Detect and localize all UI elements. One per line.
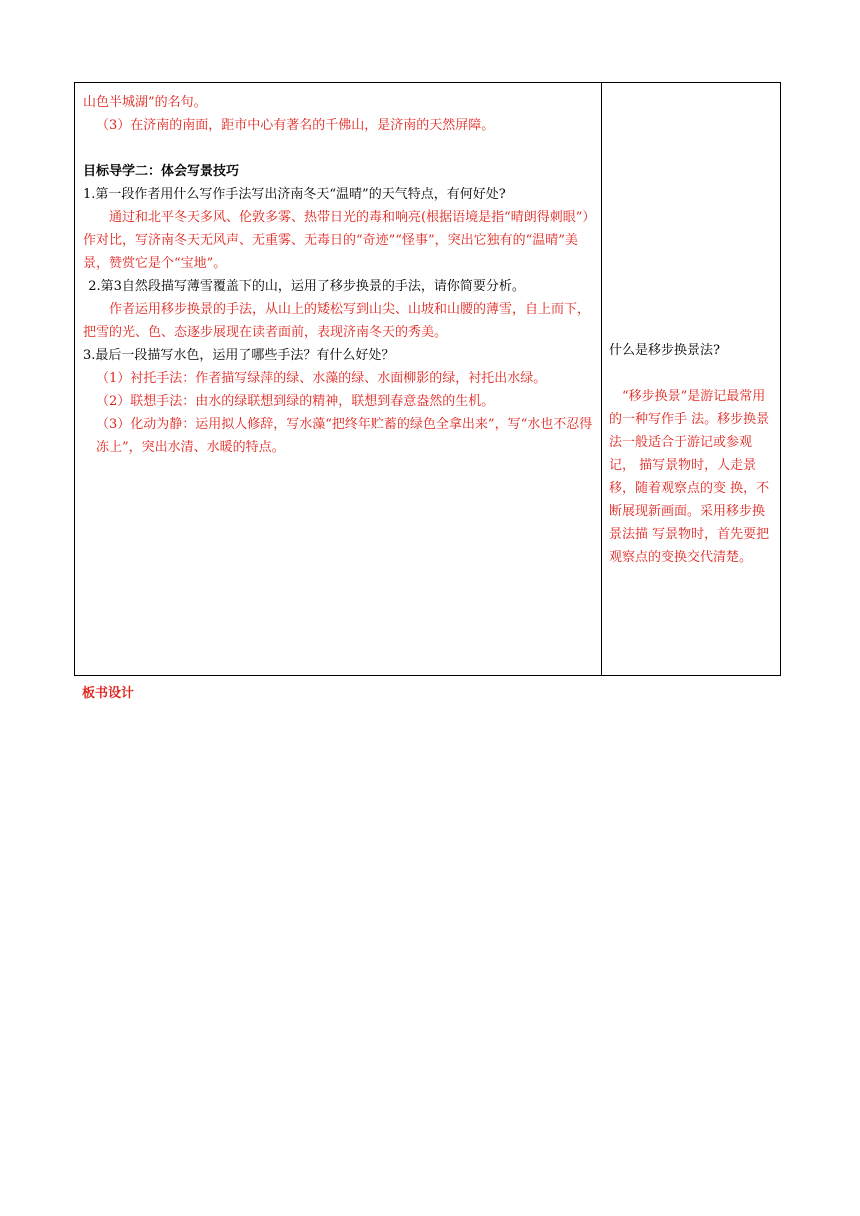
question-1: 1.第一段作者用什么写作手法写出济南冬天“温晴”的天气特点，有何好处? [83, 187, 506, 202]
side-answer-text: 是游记最常用的一种写作手 法。移步换景法一般适合于游记或参观记， 描写景物时，人走景移，随着观察点的变 换，不断展现新画面。采用移步换景法描 写景物时，首先要把观察点的变换交代清楚。 [609, 389, 770, 565]
board-design-title: 板书设计 [82, 686, 135, 701]
question-2: 2.第3自然段描写薄雪覆盖下的山，运用了移步换景的手法，请你简要分析。 [88, 279, 525, 294]
section-heading: 目标导学二：体会写景技巧 [83, 164, 240, 179]
spacer [609, 362, 777, 385]
column-divider [601, 83, 602, 675]
answer-3-1: （1）衬托手法：作者描写绿萍的绿、水藻的绿、水面柳影的绿，衬托出水绿。 [96, 371, 547, 386]
paragraph-quote-end: 山色半城湖”的名句。 [83, 95, 207, 110]
answer-1: 通过和北平冬天多风、伦敦多雾、热带日光的毒和响亮(根据语境是指“晴朗得刺眼”）作对比，写济南冬天无风声、无重雾、无毒日的“奇迹”“怪事”，突出它独有的“温晴”美景，赞赏它是个“宝地”。 [83, 210, 589, 271]
spacer [83, 137, 595, 160]
answer-3-3: （3）化动为静：运用拟人修辞，写水藻“把终年贮蓄的绿色全拿出来”，写“水也不忍得冻上”，突出水清、水暖的特点。 [96, 417, 593, 455]
lesson-table [74, 82, 781, 676]
side-question: 什么是移步换景法? [609, 343, 720, 358]
side-answer [609, 385, 777, 569]
answer-2: 作者运用移步换景的手法，从山上的矮松写到山尖、山坡和山腰的薄雪，自上而下，把雪的光、色、态逐步展现在读者面前，表现济南冬天的秀美。 [83, 302, 591, 340]
side-answer-term: “移步换景” [622, 389, 688, 404]
question-3: 3.最后一段描写水色，运用了哪些手法？有什么好处？ [83, 348, 395, 363]
answer-3-2: （2）联想手法：由水的绿联想到绿的精神，联想到春意盎然的生机。 [96, 394, 495, 409]
paragraph-qianfo-mountain: （3）在济南的南面，距市中心有著名的千佛山，是济南的天然屏障。 [96, 118, 495, 133]
side-note-cell [609, 339, 777, 569]
main-cell [83, 91, 595, 459]
